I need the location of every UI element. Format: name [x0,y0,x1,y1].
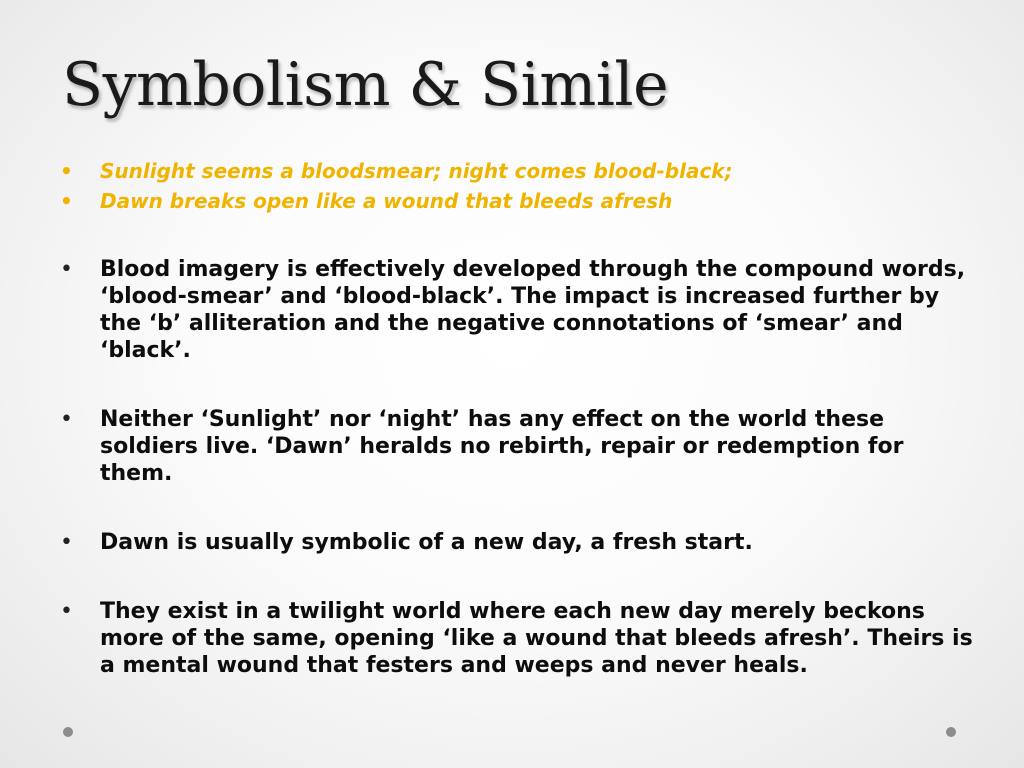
quote-list [60,156,960,216]
bullet-icon: • [60,599,73,624]
bullet-icon: • [60,189,73,213]
slide-title: Symbolism & Simile [62,50,669,120]
analysis-point [60,256,980,364]
quote-item [60,186,960,216]
bullet-icon: • [60,530,73,555]
analysis-point-text: Neither ‘Sunlight’ nor ‘night’ has any effect on the world these soldiers live. ‘Dawn’ heralds no rebirth, repair or redemption for them. [100,407,904,486]
analysis-point [60,406,980,487]
analysis-point [60,598,980,679]
analysis-point-text: Blood imagery is effectively developed through the compound words, ‘blood-smear’ and ‘blood-black’. The impact is increased further by the ‘b’ alliteration and the negative connotations of ‘smear’ and ‘black’. [100,257,966,363]
quote-text: Dawn breaks open like a wound that bleeds afresh [100,189,673,213]
bullet-icon: • [60,159,73,183]
bullet-icon: • [60,257,73,282]
quote-item [60,156,960,186]
quote-text: Sunlight seems a bloodsmear; night comes blood-black; [100,159,733,183]
analysis-point-list [60,256,980,721]
analysis-point [60,529,980,556]
analysis-point-text: Dawn is usually symbolic of a new day, a fresh start. [100,530,753,555]
bullet-icon: • [60,407,73,432]
decor-dot-right [946,727,956,737]
decor-dot-left [63,727,73,737]
analysis-point-text: They exist in a twilight world where each new day merely beckons more of the same, opening ‘like a wound that bleeds afresh’. Theirs is a mental wound that festers and weeps and never heals. [100,599,973,678]
